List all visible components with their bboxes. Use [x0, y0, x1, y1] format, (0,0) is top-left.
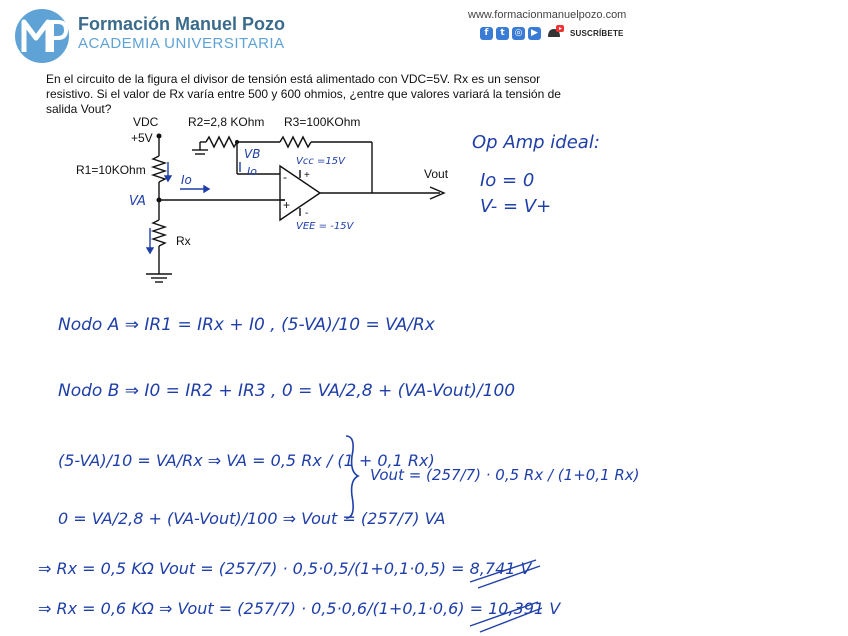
vcc-label: Vcc =15V — [296, 156, 345, 167]
io-label: Io — [181, 173, 192, 187]
va-label: VA — [129, 194, 146, 209]
r1-label: R1=10KOhm — [76, 163, 146, 177]
r2-label: R2=2,8 KOhm — [188, 115, 265, 129]
r3-label: R3=100KOhm — [284, 115, 361, 129]
vdc-label: VDC — [133, 115, 159, 129]
opamp-plus-label: + — [283, 198, 291, 212]
website-link[interactable]: www.formacionmanuelpozo.com — [468, 9, 627, 21]
ideal-condition-2: V- = V+ — [480, 196, 552, 217]
handwritten-solution — [0, 296, 848, 636]
problem-text: En el circuito de la figura el divisor de tensión está alimentado con VDC=5V. Rx es un sensor resistivo. Si el valor de Rx varía entre 500 y 600 ohmios, ¿entre que valores variará la tensión de salida Vout? — [46, 72, 561, 116]
vout-derivation: 0 = VA/2,8 + (VA-Vout)/100 ⇒ Vout = (257/7) VA — [58, 509, 446, 528]
brand-subtitle: ACADEMIA UNIVERSITARIA — [78, 35, 285, 52]
problem-statement — [46, 72, 566, 117]
youtube-icon[interactable]: ▶ — [528, 27, 541, 40]
bell-icon — [544, 25, 564, 41]
va-derivation: (5-VA)/10 = VA/Rx ⇒ VA = 0,5 Rx / (1 + 0,1 Rx) — [58, 451, 435, 470]
vb-label: VB — [244, 147, 261, 161]
ideal-condition-1: Io = 0 — [480, 170, 535, 191]
brand-name: Formación Manuel Pozo — [78, 14, 286, 34]
result-rx-06: ⇒ Rx = 0,6 KΩ ⇒ Vout = (257/7) · 0,5·0,6/(1+0,1·0,6) = 10,391 V — [38, 599, 561, 618]
io-label-2: Io — [247, 165, 257, 178]
vdc-value: +5V — [131, 131, 153, 145]
vee-label: VEE = -15V — [296, 221, 354, 232]
subscribe-label[interactable]: SUSCRÍBETE — [570, 28, 624, 38]
facebook-icon[interactable]: f — [480, 27, 493, 40]
vout-label: Vout — [424, 167, 449, 181]
academy-logo-icon — [14, 8, 70, 64]
rx-label: Rx — [176, 234, 191, 248]
opamp-minus-label: - — [283, 170, 287, 184]
opamp-minus-rail: - — [305, 208, 309, 219]
nodo-a-equation: Nodo A ⇒ IR1 = IRx + I0 , (5-VA)/10 = VA/Rx — [58, 315, 435, 335]
opamp-notes — [470, 128, 650, 228]
opamp-plus-rail: + — [304, 170, 310, 181]
ideal-title: Op Amp ideal: — [472, 132, 600, 153]
brace — [346, 436, 358, 518]
nodo-b-equation: Nodo B ⇒ I0 = IR2 + IR3 , 0 = VA/2,8 + (VA-Vout)/100 — [58, 381, 516, 401]
combined-equation: Vout = (257/7) · 0,5 Rx / (1+0,1 Rx) — [370, 466, 640, 484]
result-rx-05: ⇒ Rx = 0,5 KΩ Vout = (257/7) · 0,5·0,5/(1+0,1·0,5) = 8,741 V — [38, 559, 532, 578]
instagram-icon[interactable]: ◎ — [512, 27, 525, 40]
twitter-icon[interactable]: t — [496, 27, 509, 40]
social-links — [480, 26, 624, 40]
